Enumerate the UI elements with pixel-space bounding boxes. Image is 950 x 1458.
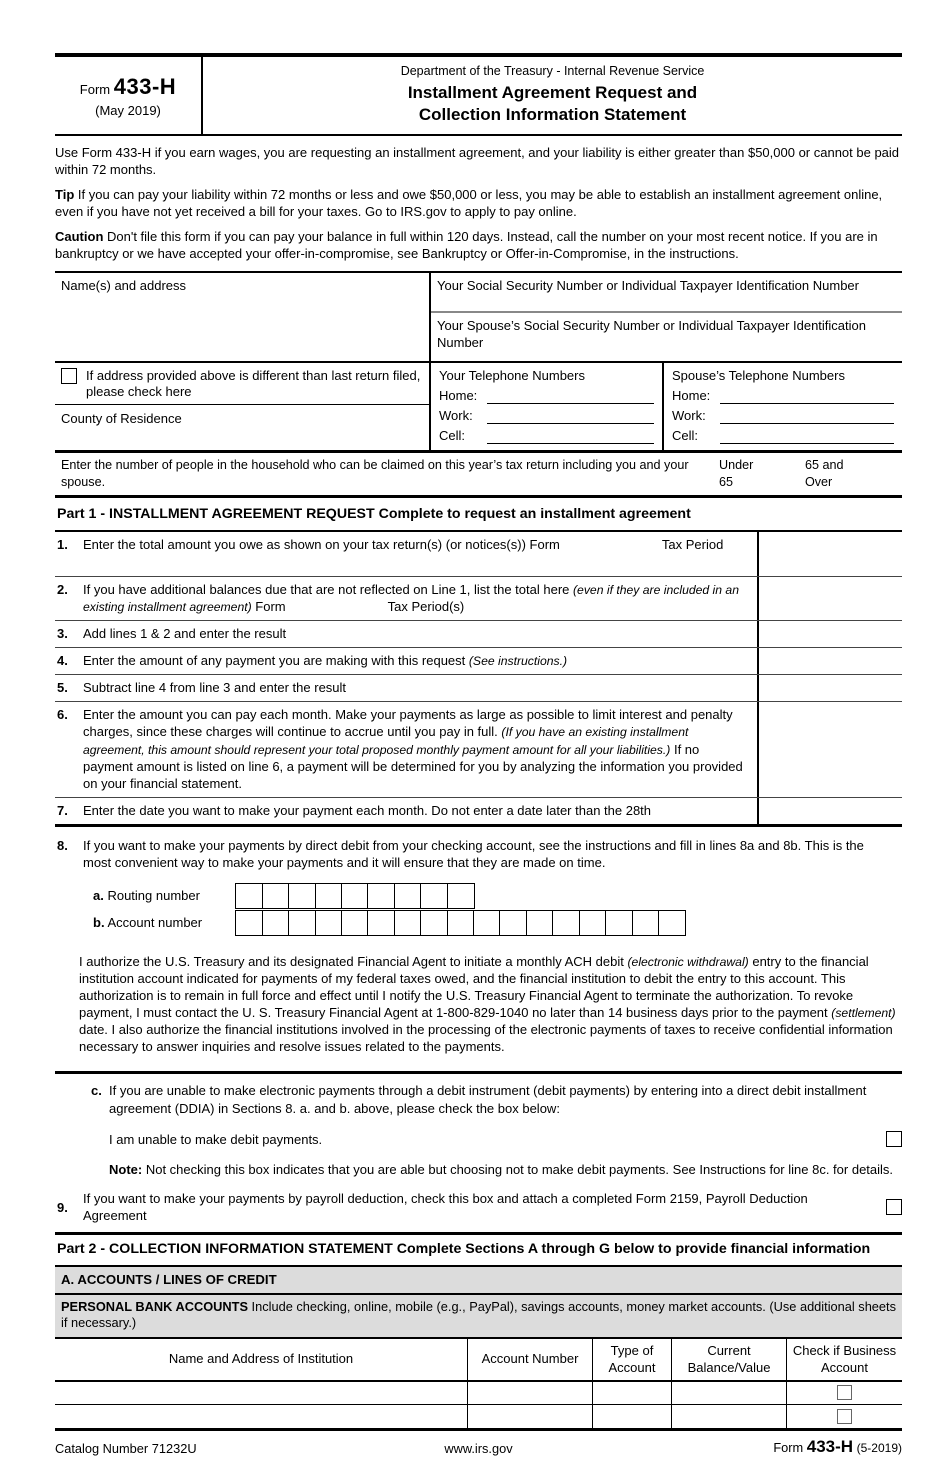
- cell-label: Cell:: [672, 428, 699, 444]
- line-7-text: Enter the date you want to make your payment each month. Do not enter a date later than the 28th: [83, 803, 652, 819]
- line-6-amount-field[interactable]: [757, 702, 902, 797]
- use-paragraph: Use Form 433-H if you earn wages, you are requesting an installment agreement, and your liability is either greater than $50,000 or cannot be paid within 72 months.: [55, 144, 900, 177]
- routing-digit-box[interactable]: [315, 883, 343, 909]
- account-digit-box[interactable]: [605, 910, 633, 936]
- spouse-work-phone-row: [672, 407, 894, 424]
- routing-digit-box[interactable]: [394, 883, 422, 909]
- footer-revision: (5-2019): [856, 1440, 902, 1455]
- line-3-number: 3.: [57, 625, 68, 641]
- intro-section: [55, 144, 902, 263]
- your-home-phone-row: [439, 387, 654, 404]
- account-digit-box[interactable]: [420, 910, 448, 936]
- spouse-home-phone-input[interactable]: [720, 389, 894, 404]
- routing-digit-box[interactable]: [367, 883, 395, 909]
- balance-cell[interactable]: [671, 1405, 786, 1428]
- line-8-number: 8.: [57, 838, 68, 854]
- under-65-count-field[interactable]: [768, 467, 805, 481]
- household-text: Enter the number of people in the household who can be claimed on this year’s tax return including you and your spouse.: [61, 458, 689, 489]
- section-a-header: A. ACCOUNTS / LINES OF CREDIT: [55, 1267, 902, 1294]
- bank-table-header-row: [55, 1339, 902, 1382]
- routing-digit-box[interactable]: [447, 883, 475, 909]
- under-65-label: Under 65: [719, 458, 754, 489]
- household-count-row: [55, 450, 902, 495]
- tip-paragraph: Tip If you can pay your liability within 72 months or less and owe $50,000 or less, you may be able to establish an installment agreement online, even if you have not yet received a bill for your taxes. Go to IRS.gov to apply to pay online.: [55, 187, 883, 220]
- line-7-payment-date-field[interactable]: [757, 798, 902, 824]
- catalog-number: Catalog Number 71232U: [55, 1441, 197, 1457]
- form-header: [55, 53, 902, 136]
- line-2-form-input[interactable]: [289, 601, 384, 611]
- line-5-number: 5.: [57, 680, 68, 696]
- caution-label: Caution: [55, 229, 104, 245]
- routing-digit-box[interactable]: [235, 883, 263, 909]
- routing-digit-box[interactable]: [420, 883, 448, 909]
- unable-debit-checkbox[interactable]: [886, 1131, 902, 1147]
- account-digit-box[interactable]: [235, 910, 263, 936]
- account-digit-box[interactable]: [632, 910, 660, 936]
- page-footer: [55, 1431, 902, 1458]
- line-1-form-input[interactable]: [564, 539, 659, 549]
- account-digit-box[interactable]: [499, 910, 527, 936]
- line-8-block: [55, 827, 902, 1055]
- line-3-amount-field[interactable]: [757, 621, 902, 647]
- account-digit-box[interactable]: [658, 910, 686, 936]
- account-digit-box[interactable]: [367, 910, 395, 936]
- line-6-text: Enter the amount you can pay each month. Make your payments as large as possible to limit interest and penalty charges, since these charges will continue to accrue until you pay in full. (If you have an existing installment agreement, this amount should represent your total proposed monthly payment amount for all your liabilities.) If no payment amount is listed on line 6, a payment will be determined for you by analyzing the information you provided on your financial statement.: [83, 707, 743, 791]
- your-home-phone-input[interactable]: [487, 389, 654, 404]
- business-account-cell[interactable]: [786, 1382, 902, 1404]
- bank-account-row: [55, 1382, 902, 1405]
- form-title-line2: Collection Information Statement: [418, 104, 687, 124]
- line-4-number: 4.: [57, 652, 68, 668]
- line-5-text: Subtract line 4 from line 3 and enter the result: [83, 680, 347, 696]
- part2-title: Part 2 - COLLECTION INFORMATION STATEMENT Complete Sections A through G below to provide financial information: [55, 1232, 902, 1267]
- line-9-text: If you want to make your payments by payroll deduction, check this box and attach a completed Form 2159, Payroll Deduction Agreement: [83, 1191, 808, 1224]
- institution-cell[interactable]: [55, 1405, 467, 1428]
- account-digit-box[interactable]: [341, 910, 369, 936]
- account-digit-box[interactable]: [552, 910, 580, 936]
- ssn-field[interactable]: [431, 273, 902, 313]
- form-revision: (May 2019): [95, 102, 161, 118]
- name-address-label: Name(s) and address: [61, 277, 186, 293]
- form-label: Form: [79, 81, 111, 97]
- line-4-row: [55, 648, 902, 675]
- line-6-number: 6.: [57, 707, 68, 723]
- ach-authorization-paragraph: I authorize the U.S. Treasury and its designated Financial Agent to initiate a monthly ACH debit (electronic withdrawal) entry to the financial institution account indicated for payments of my federal taxes owed, and the financial institution to debit the entry to this account. This authorization is to remain in full force and effect until I notify the U.S. Treasury Financial Agent to terminate the authorization. To revoke payment, I must contact the U. S. Treasury Financial Agent at 1-800-829-1040 no later than 14 business days prior to the payment (settlement) date. I also authorize the financial institutions involved in the processing of the electronic payments of taxes to receive confidential information necessary to answer inquiries and resolve issues related to the payments.: [79, 953, 896, 1055]
- line-2-amount-field[interactable]: [757, 577, 902, 620]
- unable-debit-label: I am unable to make debit payments.: [109, 1131, 323, 1147]
- department-line: Department of the Treasury - Internal Revenue Service: [400, 64, 705, 78]
- col-header-business-account: Check if Business Account: [786, 1339, 902, 1380]
- spouse-phones-label: Spouse’s Telephone Numbers: [672, 367, 845, 383]
- home-label: Home:: [439, 387, 478, 403]
- form-number-line: [80, 72, 176, 101]
- form-number: 433-H: [113, 73, 177, 99]
- line-7-row: [55, 798, 902, 824]
- account-number-cell[interactable]: [467, 1382, 592, 1404]
- account-digit-box[interactable]: [394, 910, 422, 936]
- line-2-row: [55, 577, 902, 621]
- your-phones-block: [431, 363, 664, 451]
- account-number-label: b. Account number: [93, 915, 203, 931]
- bank-table-body: [55, 1382, 902, 1428]
- line-9-row: [55, 1190, 902, 1232]
- line-2-number: 2.: [57, 581, 68, 597]
- account-number-row: [55, 910, 902, 937]
- account-type-cell[interactable]: [592, 1405, 671, 1428]
- bank-account-row: [55, 1405, 902, 1428]
- irs-website: www.irs.gov: [444, 1441, 513, 1457]
- county-label: County of Residence: [61, 411, 182, 427]
- personal-bank-accounts-header: PERSONAL BANK ACCOUNTS Include checking, online, mobile (e.g., PayPal), savings accounts, money market accounts. (Use additional sheets if necessary.): [55, 1295, 902, 1340]
- routing-number-row: [55, 883, 902, 910]
- business-account-checkbox[interactable]: [837, 1385, 852, 1400]
- business-account-checkbox[interactable]: [837, 1409, 852, 1424]
- account-digit-box[interactable]: [262, 910, 290, 936]
- spouse-work-phone-input[interactable]: [720, 409, 894, 424]
- line-1-number: 1.: [57, 537, 68, 553]
- over-65-label: 65 and Over: [804, 458, 844, 489]
- work-label: Work:: [672, 407, 706, 423]
- tip-label: Tip: [55, 187, 75, 202]
- line-8c-paragraph: [91, 1082, 902, 1116]
- taxpayer-info-table: [55, 271, 902, 499]
- account-digit-box[interactable]: [315, 910, 343, 936]
- caution-paragraph: Caution Don't file this form if you can pay your balance in full within 120 days. Instead, call the number on your most recent notice. If you are in bankruptcy or we have accepted your offer-in-compromise, see Bankruptcy or Offer-in-Compromise, in the instructions.: [55, 229, 878, 262]
- form-id-cell: [55, 57, 203, 134]
- form-title-line1: Installment Agreement Request and: [407, 82, 698, 102]
- account-digit-box[interactable]: [447, 910, 475, 936]
- county-of-residence-field[interactable]: [55, 405, 429, 450]
- note-label: Note:: [109, 1161, 143, 1177]
- line-9-number: 9.: [57, 1199, 68, 1215]
- home-label: Home:: [672, 387, 711, 403]
- your-cell-phone-row: [439, 427, 654, 444]
- address-different-checkbox[interactable]: [61, 368, 77, 384]
- line-8c-text: If you are unable to make electronic payments through a debit instrument (debit payments) by entering into a direct debit installment agreement (DDIA) in Sections 8. a. and b. above, please check the box below:: [109, 1083, 867, 1116]
- line-8c-label: c.: [91, 1083, 102, 1099]
- account-digit-box[interactable]: [288, 910, 316, 936]
- line-3-text: Add lines 1 & 2 and enter the result: [83, 625, 287, 641]
- routing-digit-box[interactable]: [341, 883, 369, 909]
- col-header-institution: Name and Address of Institution: [168, 1351, 354, 1367]
- account-type-cell[interactable]: [592, 1382, 671, 1404]
- payroll-deduction-checkbox[interactable]: [886, 1199, 902, 1215]
- line-8c-block: [55, 1074, 902, 1178]
- account-digit-box[interactable]: [473, 910, 501, 936]
- line-1-tax-period-input[interactable]: [83, 556, 143, 566]
- line-4-amount-field[interactable]: [757, 648, 902, 674]
- name-address-field[interactable]: [55, 273, 431, 361]
- ssn-label: Your Social Security Number or Individual Taxpayer Identification Number: [437, 277, 859, 293]
- footer-form-id: Form 433-H (5-2019): [773, 1436, 902, 1456]
- line-5-row: [55, 675, 902, 702]
- spouse-home-phone-row: [672, 387, 894, 404]
- unable-debit-row: [109, 1131, 902, 1148]
- spouse-cell-phone-row: [672, 427, 894, 444]
- your-cell-phone-input[interactable]: [487, 429, 654, 444]
- line-8c-note: Note: Not checking this box indicates that you are able but choosing not to make debit payments. See Instructions for line 8c. for details.: [109, 1161, 894, 1177]
- line-6-row: [55, 702, 902, 798]
- address-different-label: If address provided above is different than last return filed, please check here: [86, 367, 421, 399]
- institution-cell[interactable]: [55, 1382, 467, 1404]
- line-8-text: If you want to make your payments by direct debit from your checking account, see the instructions and fill in lines 8a and 8b. This is the most convenient way to make your payments and it will ensure that they are made on time.: [83, 838, 864, 871]
- account-digit-box[interactable]: [526, 910, 554, 936]
- line-1-row: [55, 532, 902, 576]
- routing-number-label: a. Routing number: [93, 888, 200, 904]
- your-work-phone-row: [439, 407, 654, 424]
- account-number-boxes: [237, 910, 686, 936]
- spouse-ssn-label: Your Spouse’s Social Security Number or Individual Taxpayer Identification Number: [437, 317, 866, 350]
- line-4-text: Enter the amount of any payment you are making with this request (See instructions.): [83, 652, 568, 668]
- part1-title: Part 1 - INSTALLMENT AGREEMENT REQUEST Complete to request an installment agreement: [55, 500, 902, 532]
- cell-label: Cell:: [439, 428, 466, 444]
- over-65-count-field[interactable]: [870, 467, 896, 481]
- bank-accounts-table: [55, 1339, 902, 1431]
- your-work-phone-input[interactable]: [487, 409, 654, 424]
- line-3-row: [55, 621, 902, 648]
- account-number-cell[interactable]: [467, 1405, 592, 1428]
- line-2-text: If you have additional balances due that are not reflected on Line 1, list the total here (even if they are included in an existing installment agreement) Form Tax Period(s): [83, 581, 739, 614]
- spouse-ssn-field[interactable]: [431, 313, 902, 361]
- col-header-account-number: Account Number: [467, 1339, 592, 1380]
- col-header-account-type: Type of Account: [592, 1339, 671, 1380]
- col-header-balance: Current Balance/Value: [671, 1339, 786, 1380]
- line-1-amount-field[interactable]: [757, 532, 902, 575]
- spouse-cell-phone-input[interactable]: [720, 429, 894, 444]
- balance-cell[interactable]: [671, 1382, 786, 1404]
- footer-form-number: 433-H: [806, 1436, 854, 1456]
- account-digit-box[interactable]: [579, 910, 607, 936]
- line-8-paragraph: [55, 833, 902, 876]
- line-7-number: 7.: [57, 803, 68, 819]
- spouse-phones-block: [664, 363, 902, 451]
- line-5-amount-field[interactable]: [757, 675, 902, 701]
- business-account-cell[interactable]: [786, 1405, 902, 1428]
- personal-bank-accounts-label: PERSONAL BANK ACCOUNTS: [61, 1298, 248, 1314]
- address-different-row: [55, 363, 429, 406]
- form-title-cell: [203, 57, 902, 134]
- line-1-text: Enter the total amount you owe as shown on your tax return(s) (or notices(s)) Form Tax Period: [79, 532, 757, 575]
- routing-digit-box[interactable]: [288, 883, 316, 909]
- part1-lines-table: [55, 532, 902, 827]
- routing-number-boxes: [237, 883, 475, 909]
- your-phones-label: Your Telephone Numbers: [439, 367, 585, 383]
- work-label: Work:: [439, 407, 473, 423]
- routing-digit-box[interactable]: [262, 883, 290, 909]
